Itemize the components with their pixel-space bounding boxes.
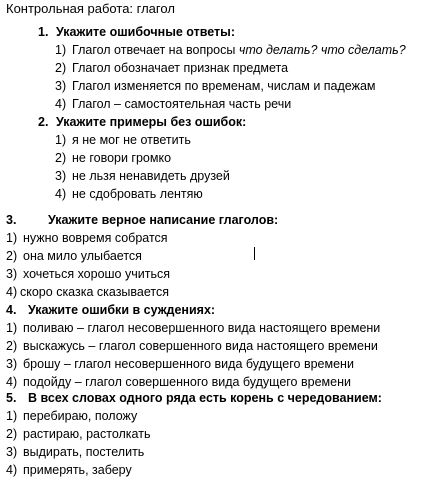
section-heading-text: Укажите верное написание глаголов: [48,213,279,227]
list-item [55,42,406,58]
list-item [6,444,144,460]
item-number: 1) [6,321,18,335]
list-item [55,186,203,202]
section-number: 3. [6,213,17,227]
item-text: растираю, растолкать [23,427,151,441]
text-cursor [254,247,255,260]
item-number: 3) [55,169,67,183]
section-number: 5. [6,391,17,405]
item-text: перебираю, положу [23,409,138,423]
section-heading-text: Укажите ошибочные ответы: [56,25,236,39]
list-item [55,96,291,112]
item-text: брошу – глагол несовершенного вида будущего времени [23,357,354,371]
item-text: она мило улыбается [23,249,142,263]
item-number: 3) [6,267,18,281]
section-3-heading [6,212,278,228]
item-text: не сдобровать лентяю [72,187,203,201]
list-item [6,462,132,478]
item-text: Глагол отвечает на вопросы [72,43,239,57]
item-number: 2) [55,151,67,165]
item-number: 1) [55,133,67,147]
list-item [6,320,380,336]
item-number: 3) [6,445,18,459]
list-item [6,426,150,442]
document-title: Контрольная работа: глагол [6,1,175,16]
section-5-heading [6,390,382,406]
list-item [6,248,142,264]
list-item [6,408,137,424]
item-text: Глагол – самостоятельная часть речи [72,97,292,111]
item-italic-text: что делать? что сделать? [238,43,406,57]
list-item [6,338,378,354]
list-item [55,168,230,184]
list-item [6,266,170,282]
item-number: 1) [6,231,18,245]
item-number: 1) [6,409,18,423]
list-item [55,132,191,148]
item-number: 4) [55,187,67,201]
item-number: 2) [55,61,67,75]
item-text: Глагол изменяется по временам, числам и падежам [72,79,376,93]
item-text: нужно вовремя собратся [23,231,168,245]
item-text: поливаю – глагол несовершенного вида настоящего времени [23,321,381,335]
item-number: 3) [55,79,67,93]
section-heading-text: Укажите примеры без ошибок: [56,115,247,129]
section-number: 2. [38,115,49,129]
item-number: 4) [6,463,18,477]
list-item [55,60,288,76]
section-number: 4. [6,303,17,317]
item-number: 2) [6,249,18,263]
item-text: примерять, заберу [23,463,132,477]
list-item [6,374,351,390]
section-heading-text: Укажите ошибки в суждениях: [28,303,216,317]
list-item [6,230,168,246]
section-2-heading [38,114,246,130]
item-text: хочеться хорошо учиться [23,267,170,281]
item-number: 4) [55,97,67,111]
item-number: 4) [6,375,18,389]
item-number: 4) [6,285,18,299]
item-number: 3) [6,357,18,371]
item-text: скоро сказка сказывается [20,285,170,299]
section-4-heading [6,302,215,318]
item-text: выскажусь – глагол совершенного вида настоящего времени [23,339,378,353]
item-text: подойду – глагол совершенного вида будущего времени [23,375,351,389]
list-item [55,78,376,94]
section-1-heading [38,24,235,40]
list-item [55,150,171,166]
item-number: 2) [6,427,18,441]
item-text: выдирать, постелить [23,445,145,459]
section-number: 1. [38,25,49,39]
list-item [6,356,354,372]
list-item [6,284,169,300]
section-heading-text: В всех словах одного ряда есть корень с чередованием: [28,391,382,405]
item-number: 1) [55,43,67,57]
item-text: я не мог не ответить [72,133,191,147]
item-text: не льзя ненавидеть друзей [72,169,230,183]
item-number: 2) [6,339,18,353]
item-text: не говори громко [72,151,172,165]
item-text: Глагол обозначает признак предмета [72,61,289,75]
